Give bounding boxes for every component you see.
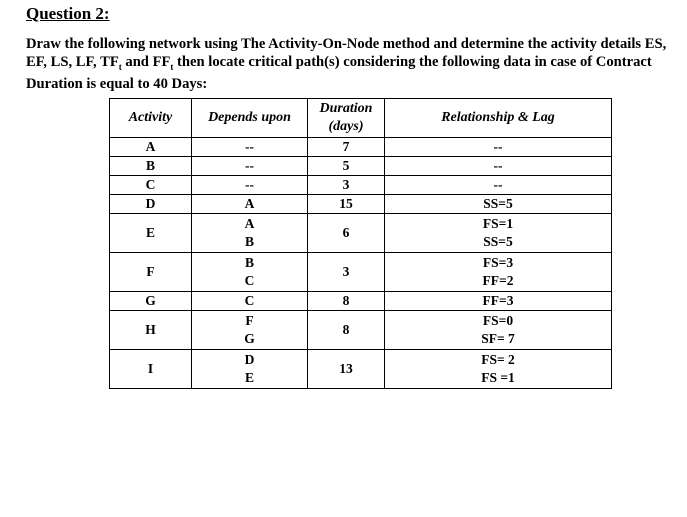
table-row (110, 176, 612, 195)
table-row (110, 311, 612, 350)
activity-cell: D (110, 195, 192, 214)
duration-cell: 7 (308, 138, 385, 157)
header-depends-upon: Depends upon (192, 99, 308, 138)
relationship-cell: FS=1 SS=5 (385, 214, 612, 253)
relationship-cell: SS=5 (385, 195, 612, 214)
table-row (110, 138, 612, 157)
question-heading: Question 2: (26, 4, 110, 23)
activity-cell: A (110, 138, 192, 157)
depends-cell: B C (192, 253, 308, 292)
question-prompt: Draw the following network using The Activity-On-Node method and determine the activity details ES, EF, LS, LF, $TF_t$ and $FF_t$ then locate critical path(s) considering the following data in case of Contract Duration is equal to 40 Days: (26, 36, 667, 92)
depends-cell: -- (192, 138, 308, 157)
duration-cell: 5 (308, 157, 385, 176)
activity-cell: C (110, 176, 192, 195)
duration-cell: 15 (308, 195, 385, 214)
activity-cell: E (110, 214, 192, 253)
table-body (110, 138, 612, 389)
depends-cell: C (192, 292, 308, 311)
header-duration: Duration (days) (308, 99, 385, 138)
relationship-cell: FS= 2 FS =1 (385, 350, 612, 389)
table-row (110, 292, 612, 311)
relationship-cell: FS=0 SF= 7 (385, 311, 612, 350)
table-header-row (110, 99, 612, 138)
depends-cell: -- (192, 157, 308, 176)
table-row (110, 253, 612, 292)
activity-table (109, 98, 612, 389)
table-row (110, 157, 612, 176)
relationship-cell: FS=3 FF=2 (385, 253, 612, 292)
table-row (110, 195, 612, 214)
activity-cell: H (110, 311, 192, 350)
duration-cell: 8 (308, 311, 385, 350)
duration-cell: 13 (308, 350, 385, 389)
header-relationship-lag: Relationship & Lag (385, 99, 612, 138)
activity-cell: F (110, 253, 192, 292)
depends-cell: A (192, 195, 308, 214)
depends-cell: D E (192, 350, 308, 389)
duration-cell: 3 (308, 176, 385, 195)
relationship-cell: -- (385, 176, 612, 195)
activity-cell: I (110, 350, 192, 389)
duration-cell: 3 (308, 253, 385, 292)
depends-cell: F G (192, 311, 308, 350)
duration-cell: 8 (308, 292, 385, 311)
relationship-cell: -- (385, 157, 612, 176)
table-row (110, 350, 612, 389)
header-activity: Activity (110, 99, 192, 138)
depends-cell: A B (192, 214, 308, 253)
activity-cell: B (110, 157, 192, 176)
relationship-cell: FF=3 (385, 292, 612, 311)
table-row (110, 214, 612, 253)
relationship-cell: -- (385, 138, 612, 157)
activity-cell: G (110, 292, 192, 311)
depends-cell: -- (192, 176, 308, 195)
duration-cell: 6 (308, 214, 385, 253)
